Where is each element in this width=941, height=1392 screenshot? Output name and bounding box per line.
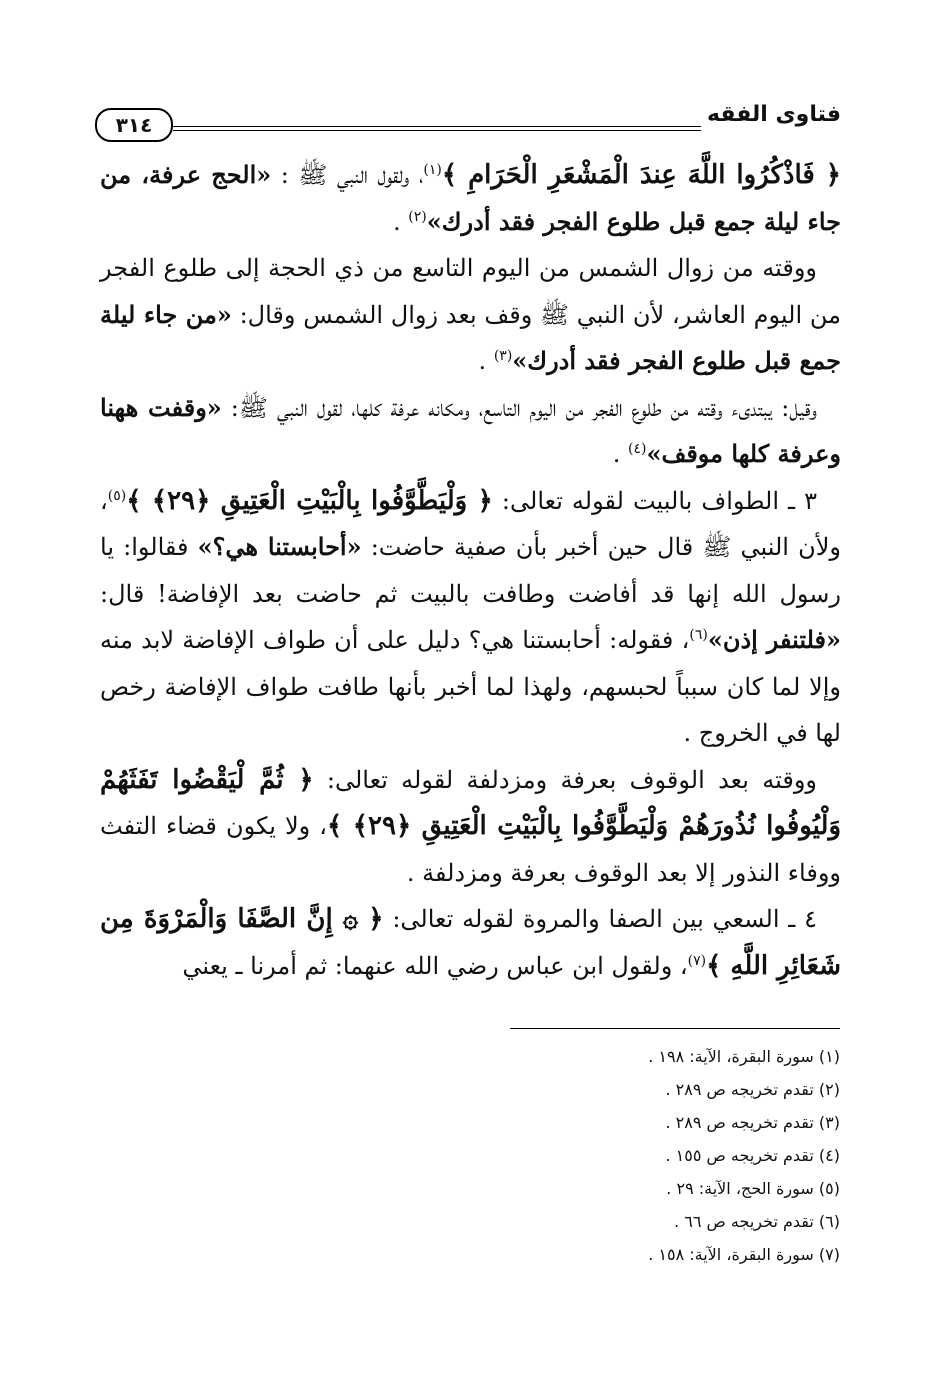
paragraph-text: ، ولأن النبي ﷺ قال حين أخبر بأن صفية حاضت: <box>100 486 841 561</box>
paragraph-3 <box>100 385 841 478</box>
footnote-item: (٧) سورة البقرة، الآية: ١٥٨ . <box>648 1245 840 1264</box>
paragraph-text: وقيل: يبتدىء وقته من طلوع الفجر من اليوم التاسع، ومكانه عرفة كلها، لقول النبي ﷺ: <box>230 393 817 422</box>
quran-verse: ﴿ وَلْيَطَّوَّفُوا بِالْبَيْتِ الْعَتِيقِ ﴿٢٩﴾ ﴾ <box>126 485 493 516</box>
paragraph-4 <box>100 478 841 757</box>
footnote-item: (٣) تقدم تخريجه ص ٢٨٩ . <box>665 1113 840 1132</box>
footnote-item: (١) سورة البقرة، الآية: ١٩٨ . <box>648 1047 840 1066</box>
paragraph-text: ٣ ـ الطواف بالبيت لقوله تعالى: <box>501 486 817 515</box>
footnote-separator <box>510 1028 840 1029</box>
footnote-ref: (٧) <box>687 952 707 969</box>
paragraph-2 <box>100 245 841 385</box>
page-header <box>95 100 841 140</box>
book-title: فتاوى الفقه <box>707 102 841 127</box>
footnote-item: (٢) تقدم تخريجه ص ٢٨٩ . <box>665 1080 840 1099</box>
main-text <box>100 152 841 989</box>
paragraph-1 <box>100 152 841 245</box>
footnote-item: (٤) تقدم تخريجه ص ١٥٥ . <box>665 1146 840 1165</box>
footnote-ref: (١) <box>423 162 442 178</box>
paragraph-text: فقالوا: يا رسول الله إنها قد أفاضت وطافت بالبيت ثم حاضت بعد الإفاضة! قال: <box>100 533 841 608</box>
page-number: ٣١٤ <box>95 108 173 142</box>
quran-verse: ﴿ ثُمَّ لْيَقْضُوا تَفَثَهُمْ وَلْيُوفُوا نُذُورَهُمْ وَلْيَطَّوَّفُوا بِالْبَيْتِ الْعَتِيقِ ﴿٢٩﴾ ﴾ <box>100 764 841 841</box>
footnote-ref: (٦) <box>689 627 708 643</box>
hadith-quote: «من جاء ليلة جمع قبل طلوع الفجر فقد أدرك» <box>100 299 841 375</box>
hadith-quote: «فلتنفر إذن» <box>707 625 841 654</box>
paragraph-end: . <box>612 440 628 468</box>
paragraph-text: ، ولقول النبي ﷺ : <box>280 161 424 189</box>
header-rule <box>173 126 701 131</box>
footnotes <box>240 1040 840 1271</box>
paragraph-text: ، ولا يكون قضاء التفث ووفاء النذور إلا بعد الوقوف بعرفة ومزدلفة . <box>100 812 841 887</box>
paragraph-text: ، فقوله: أحابستنا هي؟ دليل على أن طواف الإفاضة لابد منه وإلا لما كان سبباً لحبسهم، ولهذا لما أخبر بأنها طافت طواف الإفاضة رخص لها في الخروج . <box>100 626 841 747</box>
paragraph-5 <box>100 757 841 897</box>
footnote-item: (٦) تقدم تخريجه ص ٦٦ . <box>674 1212 840 1231</box>
footnote-item: (٥) سورة الحج، الآية: ٢٩ . <box>666 1179 840 1198</box>
hadith-quote: «أحابستنا هي؟» <box>197 532 362 561</box>
quran-verse: ﴿ ۞ إِنَّ الصَّفَا وَالْمَرْوَةَ مِن شَعَائِرِ اللَّهِ ﴾ <box>100 904 841 981</box>
paragraph-text: ، ولقول ابن عباس رضي الله عنهما: ثم أمرنا ـ يعني <box>182 951 688 980</box>
hadith-quote: «وقفت ههنا وعرفة كلها موقف» <box>100 392 841 468</box>
paragraph-text: ٤ ـ السعي بين الصفا والمروة لقوله تعالى: <box>392 905 817 933</box>
paragraph-text: ووقته من زوال الشمس من اليوم التاسع من ذي الحجة إلى طلوع الفجر من اليوم العاشر، لأن النبي ﷺ وقف بعد زوال الشمس وقال: <box>100 254 841 329</box>
footnote-ref: (٥) <box>107 487 127 504</box>
paragraph-text: ووقته بعد الوقوف بعرفة ومزدلفة لقوله تعالى: <box>326 765 817 794</box>
paragraph-end: . <box>478 347 494 375</box>
paragraph-end: . <box>393 207 409 236</box>
footnote-ref: (٣) <box>493 348 513 364</box>
footnote-ref: (٤) <box>628 441 647 457</box>
quran-verse: ﴿ فَاذْكُرُوا اللَّهَ عِندَ الْمَشْعَرِ الْحَرَامِ ﴾ <box>441 160 842 190</box>
hadith-quote: «الحج عرفة، من جاء ليلة جمع قبل طلوع الفجر فقد أدرك» <box>100 160 841 236</box>
footnote-ref: (٢) <box>408 208 427 225</box>
paragraph-6 <box>100 896 841 989</box>
